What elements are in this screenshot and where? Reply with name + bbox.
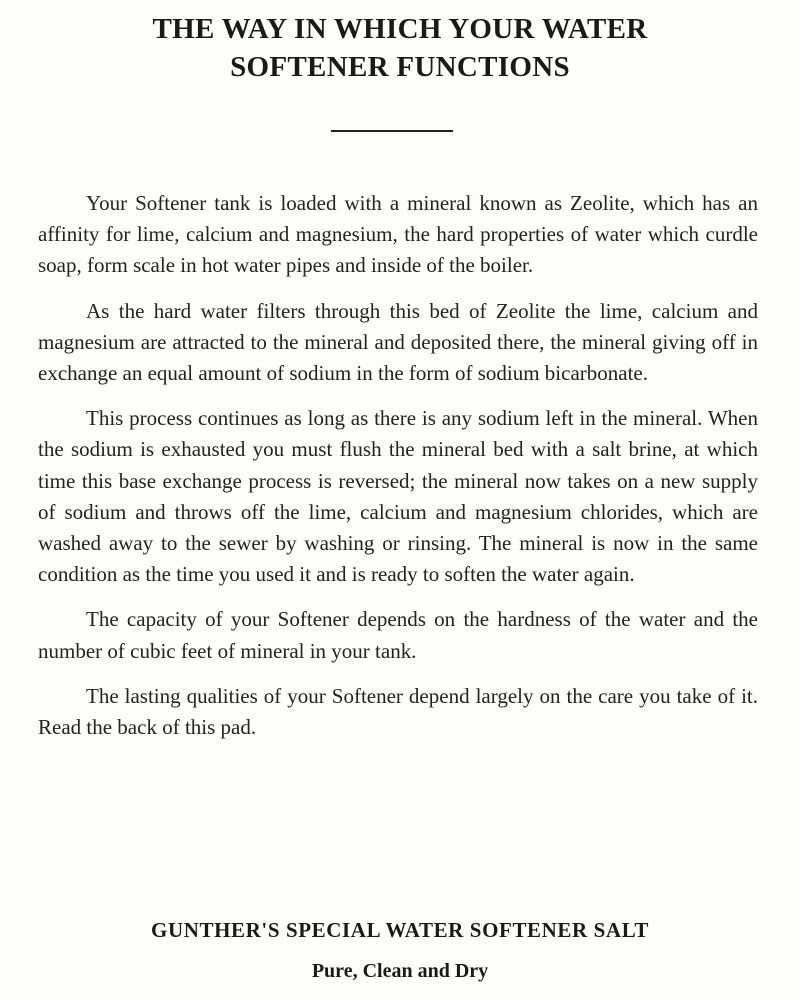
paragraph-2: As the hard water filters through this bed of Zeolite the lime, calcium and magnesium are attracted to the mineral and deposited there, the mineral giving off in exchange an equal amount of sodium in the form of sodium bicarbonate.: [38, 298, 758, 386]
title-divider: [331, 130, 453, 132]
title-line-1: THE WAY IN WHICH YOUR WATER: [152, 13, 648, 45]
paragraph-3: This process continues as long as there is any sodium left in the mineral. When the sodium is exhausted you must flush the mineral bed with a salt brine, at which time this base exchange process is reversed; the mineral now takes on a new supply of sodium and throws off the lime, calcium and magnesium chlorides, which are washed away to the sewer by washing or rinsing. The mineral is now in the same condition as the time you used it and is ready to soften the water again.: [38, 406, 758, 587]
footer-subtitle: Pure, Clean and Dry: [311, 960, 489, 982]
footer-title: GUNTHER'S SPECIAL WATER SOFTENER SALT: [151, 918, 649, 942]
paragraph-5: The lasting qualities of your Softener depend largely on the care you take of it. Read the back of this pad.: [38, 683, 758, 740]
page-title: [40, 10, 760, 86]
body-text: [38, 188, 758, 757]
title-line-2: SOFTENER FUNCTIONS: [230, 51, 570, 83]
paragraph-4: The capacity of your Softener depends on the hardness of the water and the number of cubic feet of mineral in your tank.: [38, 607, 758, 663]
paragraph-1: Your Softener tank is loaded with a mineral known as Zeolite, which has an affinity for lime, calcium and magnesium, the hard properties of water which curdle soap, form scale in hot water pipes and inside of the boiler.: [38, 191, 758, 278]
